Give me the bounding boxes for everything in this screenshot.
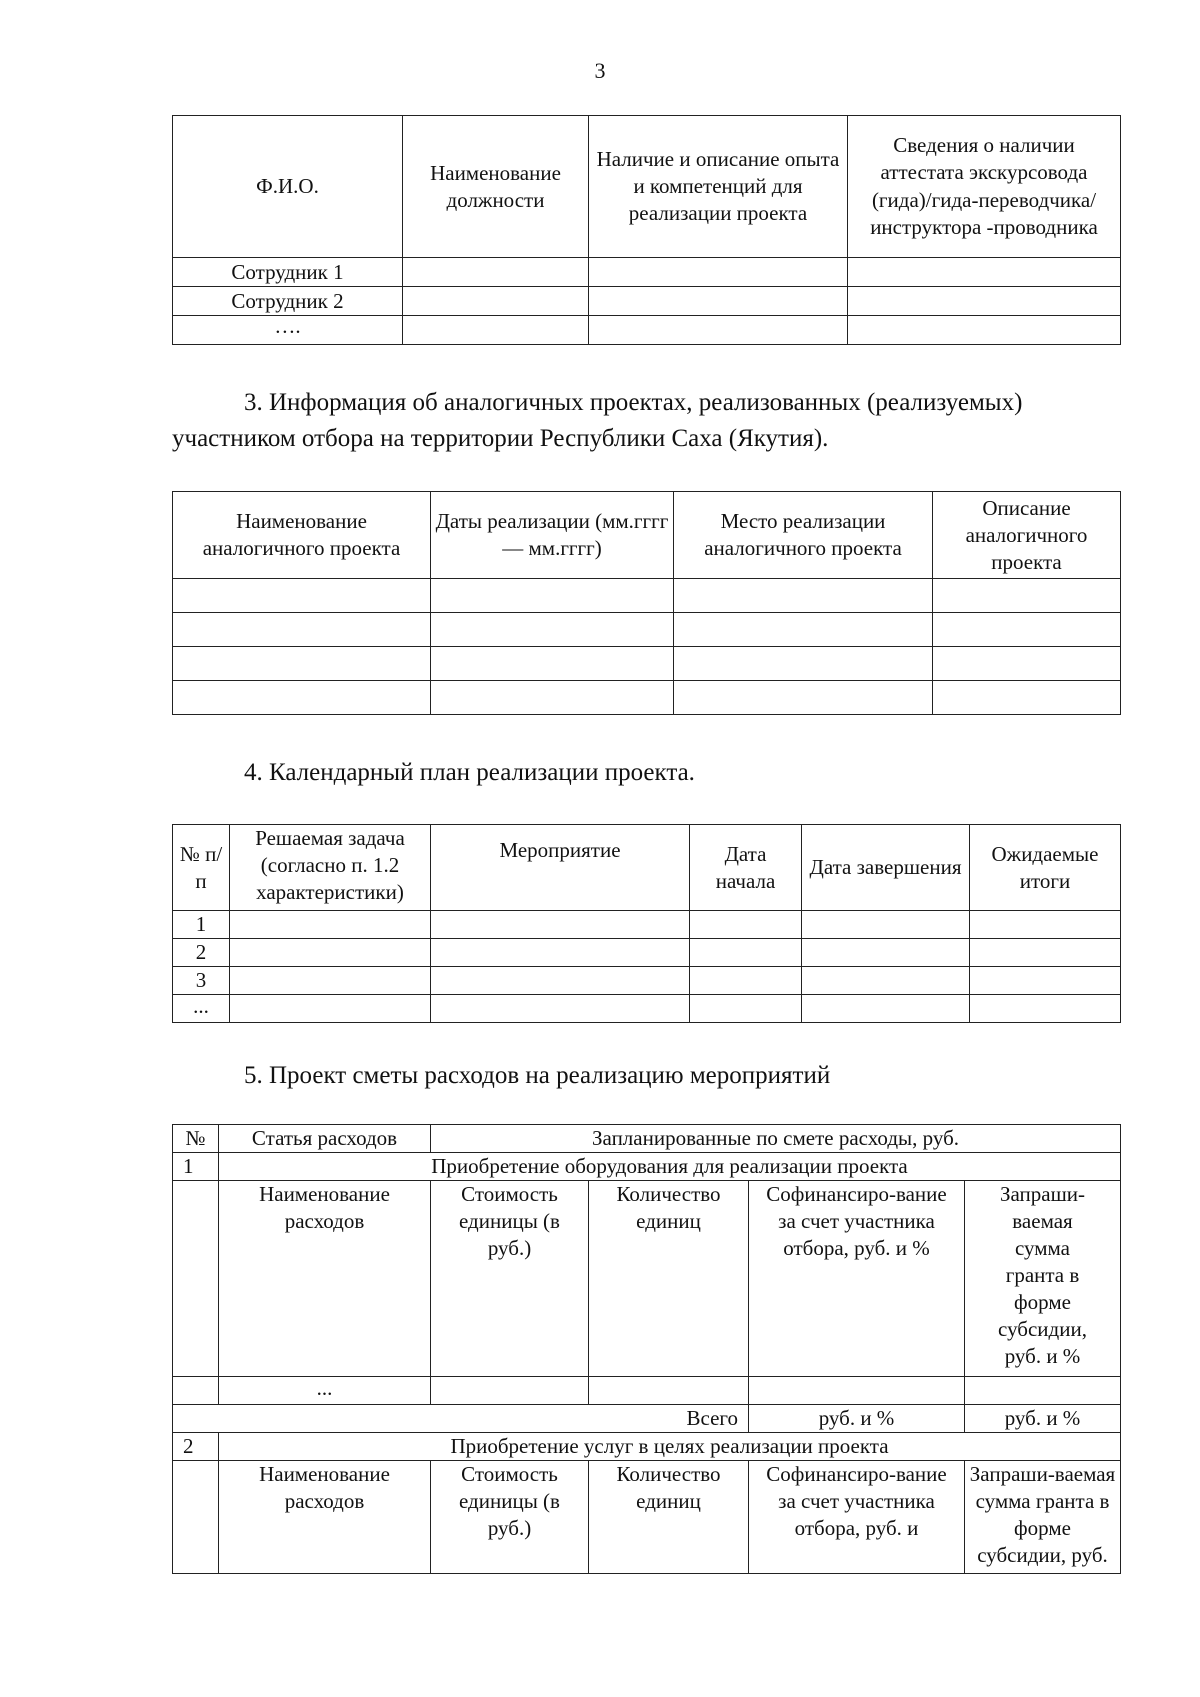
header-number: № п/п: [173, 825, 230, 911]
subheader-unit-cost: Стоимость единицы (в руб.): [431, 1181, 589, 1377]
header-experience: Наличие и описание опыта и компетенций для реализации проекта: [589, 116, 848, 258]
header-analog-name: Наименование аналогичного проекта: [173, 492, 431, 579]
subheader-grant: Запраши-ваемая сумма гранта в форме субсидии, руб. и %: [965, 1181, 1121, 1377]
table-row: [173, 579, 1121, 613]
table-row: [173, 613, 1121, 647]
header-task: Решаемая задача (согласно п. 1.2 характеристики): [230, 825, 431, 911]
header-position: Наименование должности: [403, 116, 589, 258]
total-label: Всего: [173, 1405, 749, 1433]
row-number: 2: [173, 939, 230, 967]
section-4-heading: 4. Календарный план реализации проекта.: [244, 759, 695, 786]
page-number: 3: [594, 58, 606, 83]
subheader-quantity: Количество единиц: [589, 1181, 749, 1377]
table-row-label: Сотрудник 2: [173, 287, 403, 316]
section-3-heading: [172, 385, 1120, 457]
header-dates: Даты реализации (мм.гггг — мм.гггг): [431, 492, 674, 579]
total-grant: руб. и %: [965, 1405, 1121, 1433]
table-row-label: ….: [173, 316, 403, 345]
row-number: 3: [173, 967, 230, 995]
calendar-plan-table: [172, 824, 1121, 1023]
subheader-unit-cost: Стоимость единицы (в руб.): [431, 1461, 589, 1574]
header-expense-article: Статья расходов: [219, 1125, 431, 1153]
section-5-heading: 5. Проект сметы расходов на реализацию мероприятий: [244, 1062, 831, 1089]
header-place: Место реализации аналогичного проекта: [674, 492, 933, 579]
header-expected-results: Ожидаемые итоги: [970, 825, 1121, 911]
row-number: ...: [173, 995, 230, 1023]
ellipsis-row: ...: [219, 1377, 431, 1405]
row-number: 1: [173, 911, 230, 939]
table-row-label: Сотрудник 1: [173, 258, 403, 287]
header-fio: Ф.И.О.: [173, 116, 403, 258]
subheader-grant: Запраши-ваемая сумма гранта в форме субсидии, руб.: [965, 1461, 1121, 1574]
table-row: [173, 647, 1121, 681]
section-3-heading-line2: участником отбора на территории Республики Саха (Якутия).: [172, 425, 829, 452]
total-cofinancing: руб. и %: [749, 1405, 965, 1433]
header-planned-expenses: Запланированные по смете расходы, руб.: [431, 1125, 1121, 1153]
section-3-heading-line1: 3. Информация об аналогичных проектах, реализованных (реализуемых): [244, 389, 1023, 416]
header-start-date: Дата начала: [690, 825, 802, 911]
subheader-expense-name: Наименование расходов: [219, 1181, 431, 1377]
analog-projects-table: [172, 491, 1121, 715]
subheader-quantity: Количество единиц: [589, 1461, 749, 1574]
subheader-cofinancing: Софинансиро-вание за счет участника отбора, руб. и: [749, 1461, 965, 1574]
table-row: [173, 681, 1121, 715]
budget-table: [172, 1124, 1121, 1574]
group-1-title: Приобретение оборудования для реализации проекта: [219, 1153, 1121, 1181]
header-event: Мероприятие: [431, 825, 690, 911]
subheader-cofinancing: Софинансиро-вание за счет участника отбора, руб. и %: [749, 1181, 965, 1377]
header-description: Описание аналогичного проекта: [933, 492, 1121, 579]
staff-table: [172, 115, 1121, 345]
group-2-number: 2: [173, 1433, 219, 1461]
group-1-number: 1: [173, 1153, 219, 1181]
subheader-expense-name: Наименование расходов: [219, 1461, 431, 1574]
header-budget-number: №: [173, 1125, 219, 1153]
header-certificate: Сведения о наличии аттестата экскурсовода (гида)/гида-переводчика/инструктора -проводника: [848, 116, 1121, 258]
group-2-title: Приобретение услуг в целях реализации проекта: [219, 1433, 1121, 1461]
header-end-date: Дата завершения: [802, 825, 970, 911]
